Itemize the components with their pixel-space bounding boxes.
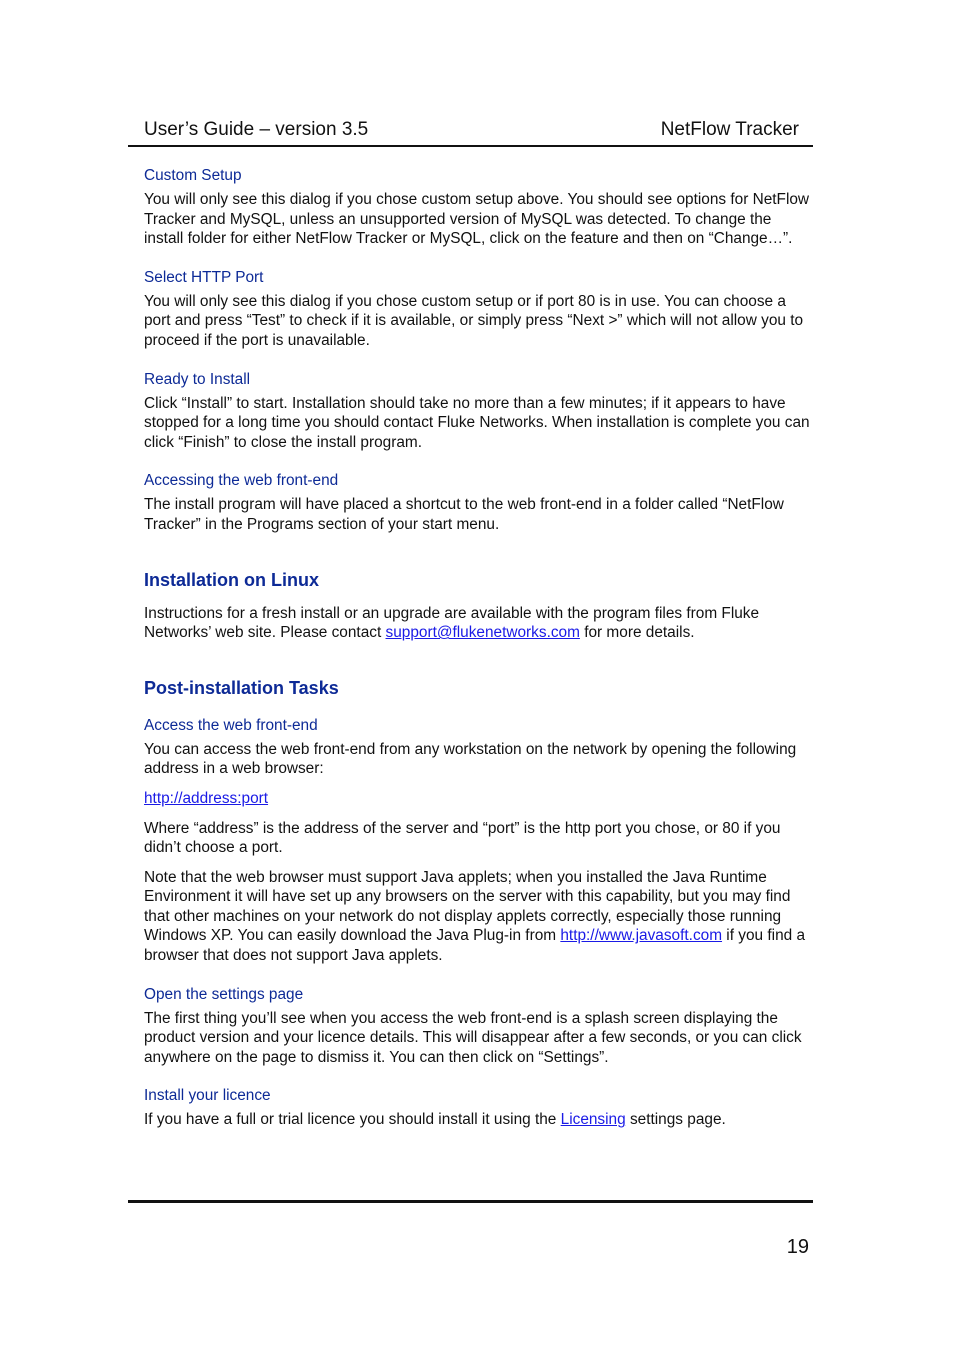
heading-open-settings: Open the settings page xyxy=(144,985,304,1003)
text-licence-after: settings page. xyxy=(625,1111,726,1129)
para-open-settings: The first thing you’ll see when you access the web front-end is a splash screen displaying the product version and your licence details. This will disappear after a few seconds, or you can click anywhere on the page to dismiss it. You can then click on “Settings”. xyxy=(144,1009,802,1066)
text-java-before: Note that the web browser must support Java applets; when you installed the Java Runtime Environment it will have set up any browsers on the server with this capability, but you may find that other machines on your network do not display applets correctly, especially those running Windows XP. You can easily download the Java Plug-in from xyxy=(144,868,791,945)
heading-select-http-port: Select HTTP Port xyxy=(144,268,264,286)
heading-install-licence: Install your licence xyxy=(144,1087,271,1105)
para-custom-setup: You will only see this dialog if you chose custom setup above. You should see options for NetFlow Tracker and MySQL, unless an unsupported version of MySQL was detected. To change the install folder for either NetFlow Tracker or MySQL, click on the feature and then on “Change…”. xyxy=(144,191,810,248)
page-header xyxy=(144,119,799,145)
para-address-explained: Where “address” is the address of the server and “port” is the http port you chose, or 80 if you didn’t choose a port. xyxy=(144,819,781,857)
page-number: 19 xyxy=(786,1236,809,1258)
address-port-link[interactable]: http://address:port xyxy=(144,789,269,807)
heading-accessing-web: Accessing the web front-end xyxy=(144,472,339,490)
para-select-http-port: You will only see this dialog if you chose custom setup or if port 80 is in use. You can choose a port and press “Test” to check if it is available, or simply press “Next >” which will not allow you to proceed if the port is unavailable. xyxy=(144,292,804,349)
licensing-link[interactable]: Licensing xyxy=(560,1111,626,1129)
heading-installation-linux: Installation on Linux xyxy=(144,569,319,590)
text-licence-before: If you have a full or trial licence you should install it using the xyxy=(144,1111,561,1129)
heading-ready-to-install: Ready to Install xyxy=(144,370,251,388)
text-linux-before: Instructions for a fresh install or an upgrade are available with the program files from Fluke Networks’ web site. Please contact xyxy=(144,604,760,642)
para-java-note xyxy=(144,868,814,966)
footer-rule xyxy=(128,1200,813,1203)
header-title: User’s Guide – version 3.5 xyxy=(144,119,369,140)
text-linux-after: for more details. xyxy=(579,624,695,642)
javasoft-link[interactable]: http://www.javasoft.com xyxy=(560,927,723,945)
para-ready-to-install: Click “Install” to start. Installation should take no more than a few minutes; if it appears to have stopped for a long time you should contact Fluke Networks. When installation is complete you can click “Finish” to close the install program. xyxy=(144,394,810,451)
para-access-web: You can access the web front-end from any workstation on the network by opening the following address in a web browser: xyxy=(144,740,797,778)
support-email-link[interactable]: support@flukenetworks.com xyxy=(385,624,580,642)
para-installation-linux xyxy=(144,604,814,643)
para-address-url xyxy=(144,789,814,809)
page-content xyxy=(144,166,814,1130)
heading-custom-setup: Custom Setup xyxy=(144,167,242,184)
para-install-licence xyxy=(144,1110,814,1130)
header-rule xyxy=(128,145,813,147)
text-java-after: if you find a browser that does not support Java applets. xyxy=(144,927,806,965)
header-product: NetFlow Tracker xyxy=(660,119,799,140)
heading-access-web: Access the web front-end xyxy=(144,716,318,734)
para-accessing-web: The install program will have placed a shortcut to the web front-end in a folder called “NetFlow Tracker” in the Programs section of your start menu. xyxy=(144,496,784,533)
heading-post-installation: Post-installation Tasks xyxy=(144,677,339,698)
